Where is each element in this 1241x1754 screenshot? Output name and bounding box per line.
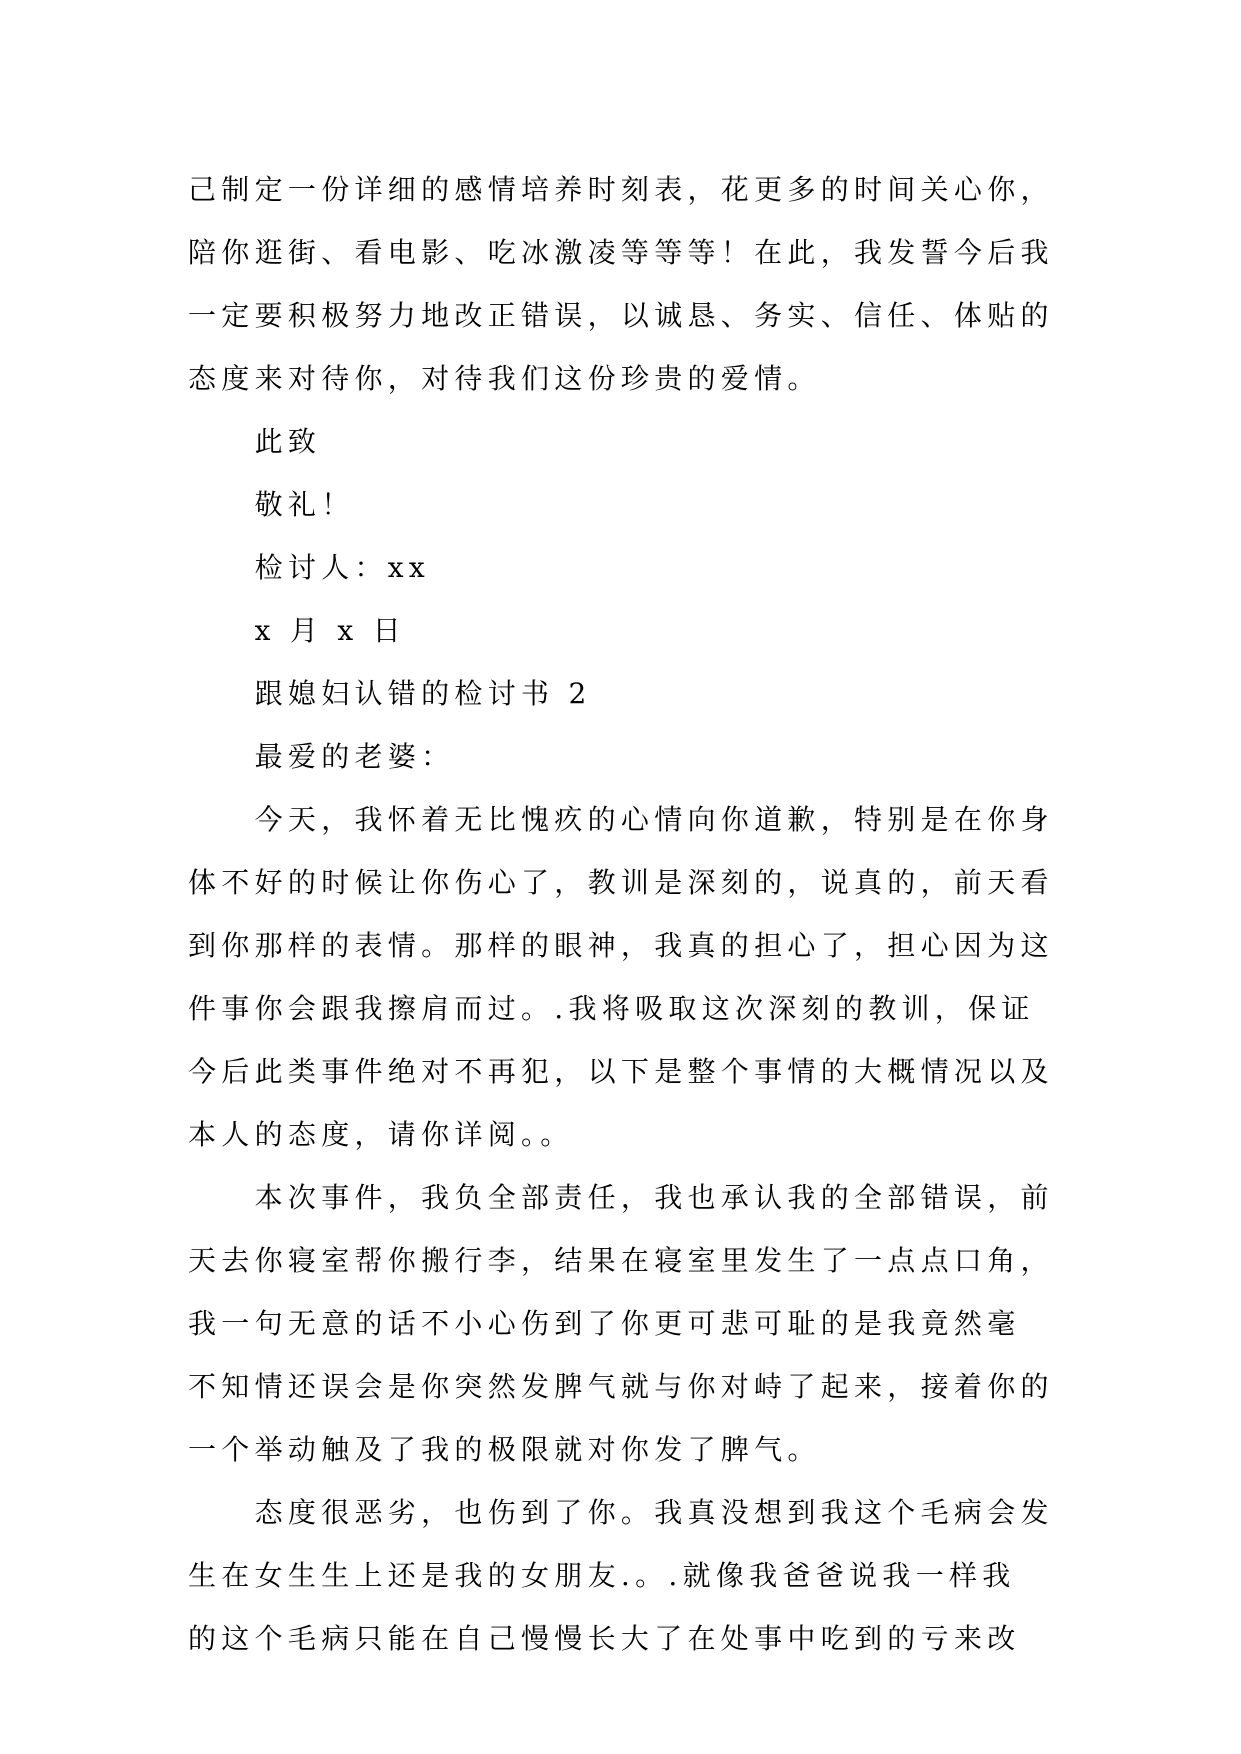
paragraph-continuation (188, 158, 1088, 410)
text-line: 本人的态度，请你详阅。。 (188, 1118, 574, 1151)
text-line: 今后此类事件绝对不再犯，以下是整个事情的大概情况以及 (188, 1055, 1054, 1088)
text-line: 今天，我怀着无比愧疚的心情向你道歉，特别是在你身 (254, 803, 1054, 836)
letter-title: 跟媳妇认错的检讨书 2 (254, 677, 592, 710)
letter-greeting: 最爱的老婆： (254, 740, 455, 773)
paragraph (188, 1166, 1088, 1481)
closing-salutation: 此致 (254, 425, 322, 458)
text-line: 本次事件，我负全部责任，我也承认我的全部错误，前 (254, 1181, 1054, 1214)
text-line: 一定要积极努力地改正错误，以诚恳、务实、信任、体贴的 (188, 299, 1054, 332)
text-line: 己制定一份详细的感情培养时刻表，花更多的时间关心你， (188, 173, 1054, 206)
text-line: 态度很恶劣，也伤到了你。我真没想到我这个毛病会发 (254, 1496, 1054, 1529)
signature: 检讨人：xx (254, 551, 430, 584)
text-line: 体不好的时候让你伤心了，教训是深刻的，说真的，前天看 (188, 866, 1054, 899)
text-line: 件事你会跟我擦肩而过。.我将吸取这次深刻的教训，保证 (188, 992, 1035, 1025)
date: x 月 x 日 (254, 614, 406, 647)
closing-regards: 敬礼！ (254, 488, 355, 521)
text-line: 陪你逛街、看电影、吃冰激凌等等等！在此，我发誓今后我 (188, 236, 1054, 269)
text-line: 的这个毛病只能在自己慢慢长大了在处事中吃到的亏来改 (188, 1622, 1021, 1655)
text-line: 天去你寝室帮你搬行李，结果在寝室里发生了一点点口角， (188, 1244, 1054, 1277)
text-line: 生在女生生上还是我的女朋友.。.就像我爸爸说我一样我 (188, 1559, 1016, 1592)
paragraph (188, 788, 1088, 1166)
text-line: 我一句无意的话不小心伤到了你更可悲可耻的是我竟然毫 (188, 1307, 1021, 1340)
paragraph (188, 1481, 1088, 1670)
text-line: 一个举动触及了我的极限就对你发了脾气。 (188, 1433, 821, 1466)
text-line: 态度来对待你，对待我们这份珍贵的爱情。 (188, 362, 821, 395)
text-line: 不知情还误会是你突然发脾气就与你对峙了起来，接着你的 (188, 1370, 1054, 1403)
document-body (188, 158, 1088, 1670)
text-line: 到你那样的表情。那样的眼神，我真的担心了，担心因为这 (188, 929, 1054, 962)
